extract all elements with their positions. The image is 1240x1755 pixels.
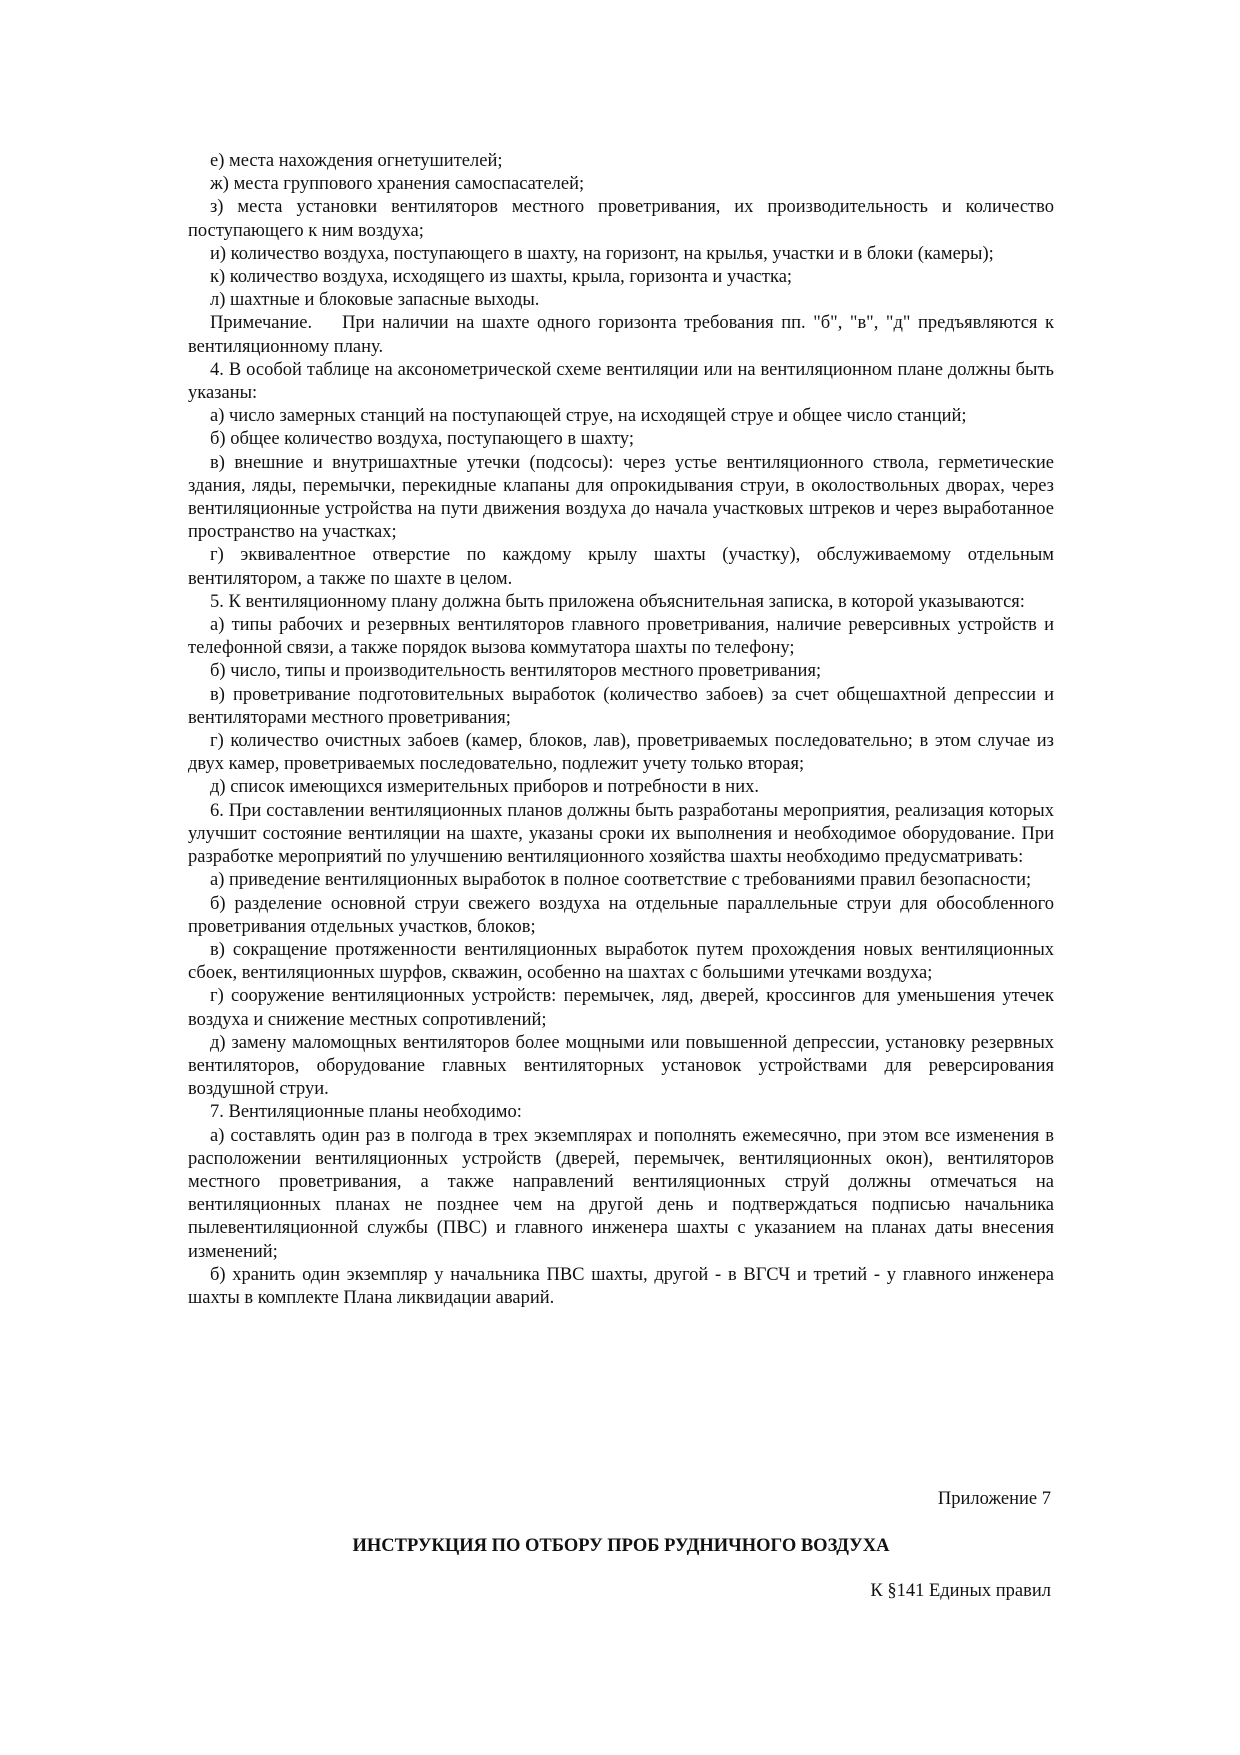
paragraph: 5. К вентиляционному плану должна быть приложена объяснительная записка, в которой указываются: — [210, 591, 1025, 612]
paragraph: б) хранить один экземпляр у начальника ПВС шахты, другой - в ВГСЧ и третий - у главного инженера шахты в комплекте Плана ликвидации аварий. — [188, 1264, 1054, 1308]
appendix-label: Приложение 7 — [937, 1489, 1051, 1509]
note-paragraph — [188, 312, 1054, 358]
paragraph: в) внешние и внутришахтные утечки (подсосы): через устье вентиляционного ствола, герметические здания, ляды, перемычки, перекидные клапаны для опрокидывания струи, в околоствольных дворах, через вентиляционные устройства на пути движения воздуха до начала участковых штреков и через выработанное пространство на участках; — [188, 452, 1054, 543]
paragraph: б) разделение основной струи свежего воздуха на отдельные параллельные струи для обособленного проветривания отдельных участков, блоков; — [188, 893, 1054, 937]
paragraph: к) количество воздуха, исходящего из шахты, крыла, горизонта и участка; — [210, 267, 793, 288]
paragraph: б) число, типы и производительность вентиляторов местного проветривания; — [210, 661, 822, 682]
paragraph: 7. Вентиляционные планы необходимо: — [210, 1102, 522, 1123]
paragraph: 6. При составлении вентиляционных планов должны быть разработаны мероприятия, реализация которых улучшит состояние вентиляции на шахте, указаны сроки их выполнения и необходимое оборудование. При разработке мероприятий по улучшению вентиляционного хозяйства шахты необходимо предусматривать: — [188, 800, 1054, 868]
paragraph: б) общее количество воздуха, поступающего в шахту; — [210, 429, 634, 450]
paragraph: 4. В особой таблице на аксонометрической схеме вентиляции или на вентиляционном плане должны быть указаны: — [188, 359, 1054, 404]
paragraph: д) список имеющихся измерительных приборов и потребности в них. — [210, 777, 759, 798]
paragraph: г) сооружение вентиляционных устройств: перемычек, ляд, дверей, кроссингов для уменьшения утечек воздуха и снижение местных сопротивлений; — [188, 986, 1054, 1030]
rules-reference: К §141 Единых правил — [870, 1581, 1051, 1601]
note-label: Примечание. — [210, 313, 313, 334]
paragraph: з) места установки вентиляторов местного проветривания, их производительность и количество поступающего к ним воздуха; — [188, 197, 1054, 241]
paragraph: а) составлять один раз в полгода в трех экземплярах и пополнять ежемесячно, при этом все изменения в расположении вентиляционных устройств (дверей, перемычек, вентиляционных окон), вентиляторов местного проветривания, а также направлений вентиляционных струй должны отмечаться на вентиляционных планах не позднее чем на другой день и подтверждаться подписью начальника пылевентиляционной службы (ПВС) и главного инженера шахты с указанием на планах даты внесения изменений; — [188, 1125, 1054, 1262]
paragraph: е) места нахождения огнетушителей; — [210, 151, 503, 171]
paragraph: д) замену маломощных вентиляторов более мощными или повышенной депрессии, установку резервных вентиляторов, оборудование главных вентиляторных установок устройствами для реверсирования воздушной струи. — [188, 1032, 1054, 1100]
document-body — [188, 150, 1054, 1310]
paragraph: г) эквивалентное отверстие по каждому крылу шахты (участку), обслуживаемому отдельным вентилятором, а также по шахте в целом. — [188, 545, 1054, 589]
note-text: При наличии на шахте одного горизонта требования пп. "б", "в", "д" предъявляются к вентиляционному плану. — [188, 313, 1054, 357]
paragraph: а) типы рабочих и резервных вентиляторов главного проветривания, наличие реверсивных устройств и телефонной связи, а также порядок вызова коммутатора шахты по телефону; — [188, 615, 1054, 659]
paragraph: л) шахтные и блоковые запасные выходы. — [210, 290, 540, 311]
paragraph: в) сокращение протяженности вентиляционных выработок путем прохождения новых вентиляционных сбоек, вентиляционных шурфов, скважин, особенно на шахтах с большими утечками воздуха; — [188, 939, 1054, 984]
paragraph: в) проветривание подготовительных выработок (количество забоев) за счет общешахтной депрессии и вентиляторами местного проветривания; — [188, 684, 1054, 728]
paragraph: и) количество воздуха, поступающего в шахту, на горизонт, на крылья, участки и в блоки (камеры); — [210, 243, 994, 264]
paragraph: а) приведение вентиляционных выработок в полное соответствие с требованиями правил безопасности; — [210, 870, 1032, 891]
paragraph: г) количество очистных забоев (камер, блоков, лав), проветриваемых последовательно; в этом случае из двух камер, проветриваемых последовательно, подлежит учету только вторая; — [188, 731, 1054, 775]
paragraph: а) число замерных станций на поступающей струе, на исходящей струе и общее число станций; — [210, 406, 967, 427]
instruction-title: ИНСТРУКЦИЯ ПО ОТБОРУ ПРОБ РУДНИЧНОГО ВОЗДУХА — [352, 1536, 890, 1556]
paragraph: ж) места группового хранения самоспасателей; — [210, 174, 585, 195]
